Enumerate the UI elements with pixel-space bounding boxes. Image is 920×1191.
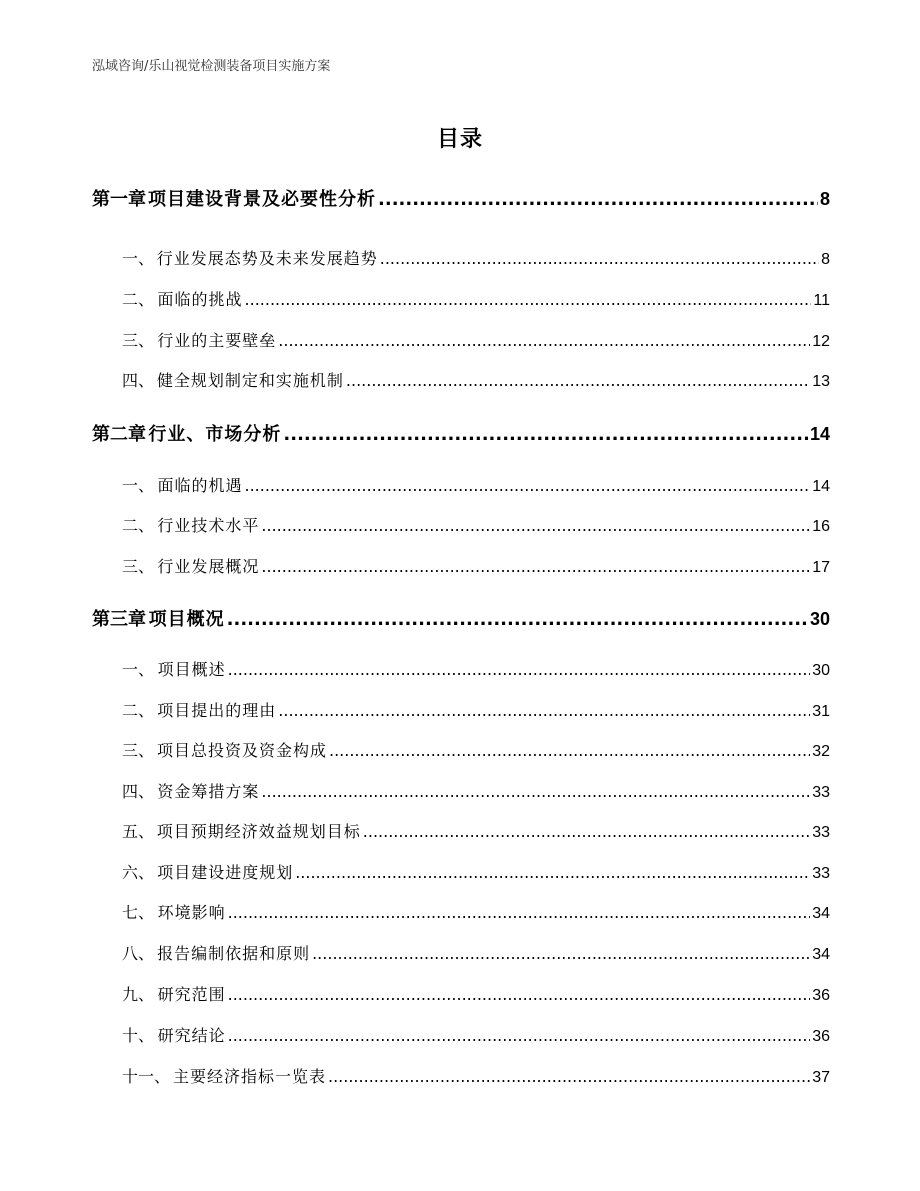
toc-entry-label: 项目概况: [148, 609, 225, 630]
toc-section-entry[interactable]: [92, 941, 830, 964]
toc-chapter-entry[interactable]: [92, 605, 830, 631]
toc-section-entry[interactable]: [92, 1064, 830, 1087]
toc-dot-leader: [283, 424, 808, 445]
toc-dot-leader: [380, 249, 819, 268]
toc-entry-page: 17: [812, 559, 830, 576]
toc-entry-page: 33: [812, 824, 830, 841]
toc-entry-label: 项目建设进度规划: [157, 863, 294, 882]
toc-entry-page: 37: [812, 1069, 830, 1086]
toc-dot-leader: [228, 985, 811, 1004]
toc-dot-leader: [312, 944, 810, 963]
running-header: 泓域咨询/乐山视觉检测装备项目实施方案: [92, 59, 331, 74]
toc-entry-number: 八、: [122, 944, 155, 963]
toc-entry-number: 一、: [122, 249, 155, 268]
toc-entry-label: 研究结论: [157, 1026, 226, 1045]
toc-entry-label: 行业技术水平: [157, 516, 260, 535]
toc-entry-number: 二、: [122, 516, 155, 535]
toc-entry-page: 30: [809, 609, 830, 629]
toc-section-entry[interactable]: [92, 513, 830, 536]
toc-dot-leader: [329, 741, 810, 760]
toc-section-entry[interactable]: [92, 738, 830, 761]
toc-entry-page: 36: [812, 987, 830, 1004]
toc-entry-page: 34: [812, 946, 830, 963]
toc-entry-page: 12: [812, 333, 830, 350]
toc-entry-label: 报告编制依据和原则: [157, 944, 311, 963]
toc-chapter-entry[interactable]: [92, 185, 830, 211]
toc-entry-page: 33: [812, 865, 830, 882]
toc-entry-page: 14: [812, 478, 830, 495]
toc-section-entry[interactable]: [92, 246, 830, 269]
toc-entry-page: 11: [813, 292, 830, 309]
toc-dot-leader: [328, 1067, 810, 1086]
toc-entry-number: 五、: [122, 822, 155, 841]
toc-entry-number: 第一章: [92, 189, 146, 210]
toc-dot-leader: [245, 476, 811, 495]
toc-dot-leader: [278, 701, 810, 720]
toc-section-entry[interactable]: [92, 860, 830, 883]
toc-entry-number: 十一、: [122, 1067, 171, 1086]
toc-section-entry[interactable]: [92, 328, 830, 351]
toc-entry-page: 13: [812, 373, 830, 390]
toc-section-entry[interactable]: [92, 1023, 830, 1046]
toc-entry-number: 三、: [122, 557, 155, 576]
toc-entry-label: 行业、市场分析: [148, 424, 282, 445]
toc-entry-label: 项目提出的理由: [157, 701, 277, 720]
toc-entry-number: 六、: [122, 863, 155, 882]
toc-dot-leader: [261, 782, 810, 801]
toc-entry-page: 33: [812, 784, 830, 801]
toc-entry-number: 十、: [122, 1026, 155, 1045]
toc-entry-number: 第二章: [92, 424, 146, 445]
toc-entry-label: 面临的机遇: [157, 476, 243, 495]
toc-entry-number: 四、: [122, 782, 155, 801]
toc-entry-number: 二、: [122, 290, 155, 309]
toc-entry-number: 四、: [122, 371, 155, 390]
toc-entry-label: 环境影响: [157, 903, 226, 922]
toc-dot-leader: [363, 822, 810, 841]
toc-title: 目录: [436, 127, 483, 152]
toc-dot-leader: [261, 557, 810, 576]
toc-entry-page: 8: [821, 251, 830, 268]
toc-dot-leader: [295, 863, 810, 882]
toc-entry-page: 14: [809, 424, 830, 444]
toc-section-entry[interactable]: [92, 473, 830, 496]
toc-entry-number: 九、: [122, 985, 155, 1004]
toc-entry-page: 30: [812, 662, 830, 679]
toc-dot-leader: [228, 903, 811, 922]
toc-entry-page: 34: [812, 905, 830, 922]
toc-entry-page: 32: [812, 743, 830, 760]
toc-entry-number: 三、: [122, 741, 155, 760]
toc-dot-leader: [378, 189, 818, 210]
toc-dot-leader: [261, 516, 810, 535]
toc-entry-label: 行业的主要壁垒: [157, 331, 277, 350]
toc-section-entry[interactable]: [92, 287, 830, 310]
toc-entry-label: 项目概述: [157, 660, 226, 679]
toc-entry-label: 行业发展态势及未来发展趋势: [156, 249, 378, 268]
toc-entry-page: 36: [812, 1028, 830, 1045]
toc-section-entry[interactable]: [92, 698, 830, 721]
toc-dot-leader: [278, 331, 810, 350]
toc-entry-label: 面临的挑战: [157, 290, 243, 309]
toc-entry-label: 健全规划制定和实施机制: [156, 371, 344, 390]
toc-dot-leader: [228, 1026, 811, 1045]
toc-dot-leader: [346, 371, 810, 390]
toc-entry-page: 8: [819, 189, 830, 209]
toc-entry-number: 一、: [122, 660, 155, 679]
toc-dot-leader: [228, 660, 811, 679]
toc-entry-number: 第三章: [92, 609, 146, 630]
toc-entry-number: 一、: [122, 476, 155, 495]
toc-entry-label: 研究范围: [157, 985, 226, 1004]
toc-entry-label: 行业发展概况: [157, 557, 260, 576]
toc-section-entry[interactable]: [92, 368, 830, 391]
toc-section-entry[interactable]: [92, 779, 830, 802]
toc-entry-label: 项目建设背景及必要性分析: [148, 189, 377, 210]
toc-dot-leader: [227, 609, 808, 630]
toc-section-entry[interactable]: [92, 819, 830, 842]
toc-section-entry[interactable]: [92, 554, 830, 577]
toc-dot-leader: [245, 290, 812, 309]
toc-entry-page: 16: [812, 518, 830, 535]
toc-entry-page: 31: [812, 703, 830, 720]
toc-section-entry[interactable]: [92, 657, 830, 680]
toc-entry-label: 资金筹措方案: [157, 782, 260, 801]
toc-entry-number: 二、: [122, 701, 155, 720]
toc-entry-label: 项目预期经济效益规划目标: [156, 822, 361, 841]
toc-entry-number: 三、: [122, 331, 155, 350]
toc-entry-label: 项目总投资及资金构成: [156, 741, 327, 760]
toc-entry-label: 主要经济指标一览表: [172, 1067, 326, 1086]
toc-section-entry[interactable]: [92, 900, 830, 923]
toc-section-entry[interactable]: [92, 982, 830, 1005]
toc-entry-number: 七、: [122, 903, 155, 922]
toc-chapter-entry[interactable]: [92, 420, 830, 446]
